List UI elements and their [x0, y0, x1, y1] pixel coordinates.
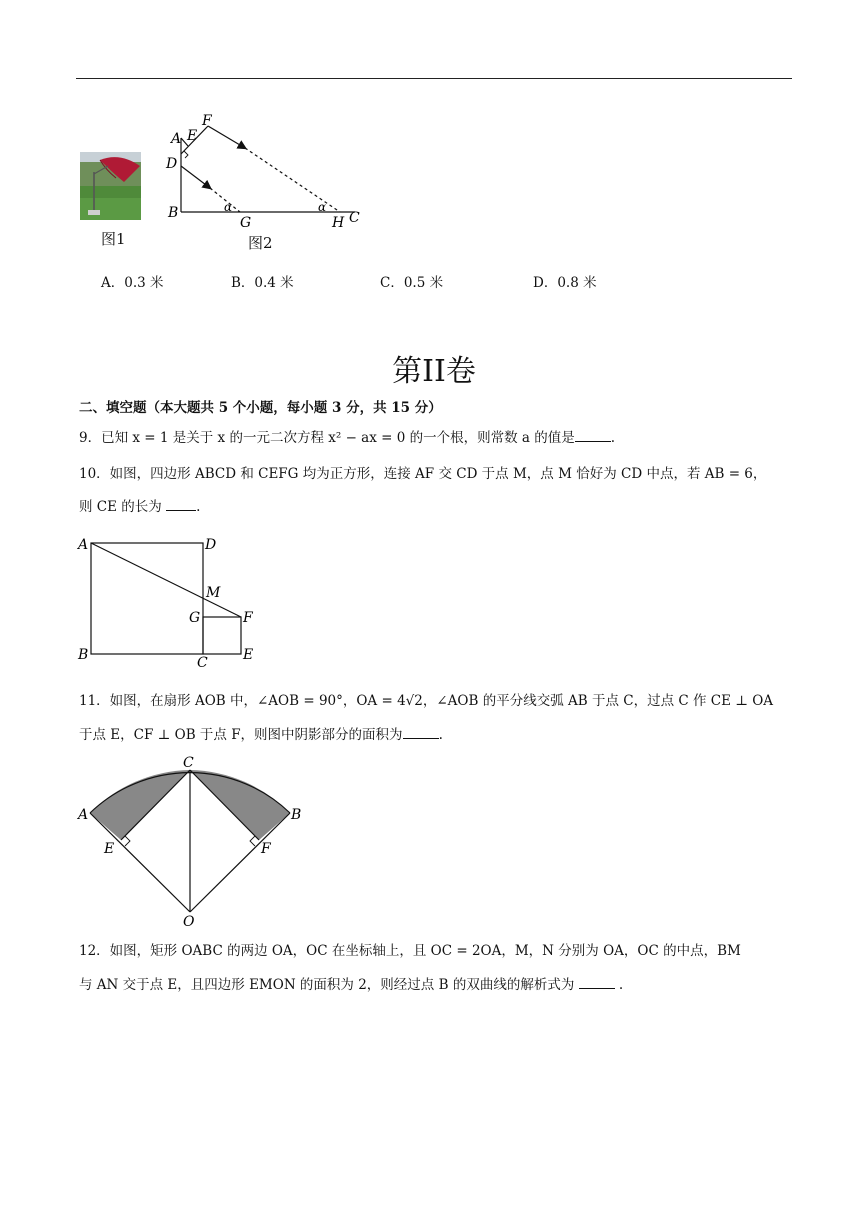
q10-line-af — [91, 543, 241, 617]
q11-diagram — [74, 752, 314, 932]
fig2-ray-F — [208, 126, 245, 148]
fig2-label-A: A — [171, 131, 182, 147]
question-9: 9．已知 x = 1 是关于 x 的一元二次方程 x² − ax = 0 的一个根，则常数 a 的值是 . — [79, 430, 616, 446]
option-a: A．0.3 米 — [101, 275, 164, 291]
question-11-line1: 11．如图，在扇形 AOB 中，∠AOB = 90°，OA = 4√2，∠AOB 的平分线交弧 AB 于点 C，过点 C 作 CE ⊥ OA — [79, 693, 774, 709]
fig2-ray-D — [181, 166, 210, 188]
fig2-label-D: D — [166, 156, 178, 172]
q11-label-C: C — [183, 755, 194, 771]
fig2-label-F: F — [202, 113, 212, 129]
volume-title: 第II卷 — [392, 354, 476, 389]
q11-label-A: A — [78, 807, 89, 823]
q10-diagram — [74, 533, 264, 671]
q10-label-C: C — [197, 655, 208, 671]
fig2-label-alpha-1: α — [224, 200, 233, 214]
question-10-line1: 10．如图，四边形 ABCD 和 CEFG 均为正方形，连接 AF 交 CD 于点 M，点 M 恰好为 CD 中点，若 AB = 6， — [79, 466, 767, 482]
question-12-line1: 12．如图，矩形 OABC 的两边 OA，OC 在坐标轴上，且 OC = 2OA，M，N 分别为 OA，OC 的中点，BM — [79, 943, 741, 959]
answer-blank-10 — [166, 498, 196, 511]
fig2-label-B: B — [168, 205, 179, 221]
fig2-label-C: C — [349, 210, 360, 226]
fig2-label-G: G — [240, 215, 252, 231]
header-rule — [76, 78, 792, 79]
fig2-diagram — [160, 108, 375, 233]
option-d: D．0.8 米 — [533, 275, 597, 291]
answer-blank-12 — [579, 976, 615, 989]
q10-square-abcd — [91, 543, 203, 654]
section-heading: 二、填空题（本大题共 5 个小题，每小题 3 分，共 15 分） — [79, 400, 442, 416]
q10-label-E: E — [243, 647, 254, 663]
q10-label-B: B — [78, 647, 89, 663]
option-b: B．0.4 米 — [231, 275, 294, 291]
umbrella-photo-image — [80, 152, 141, 220]
q11-label-E: E — [104, 841, 115, 857]
fig2-right-angle-mark — [184, 151, 188, 158]
q10-label-D: D — [205, 537, 217, 553]
q10-label-A: A — [78, 537, 89, 553]
fig2-label-E: E — [187, 128, 198, 144]
question-11-line2: 于点 E，CF ⊥ OB 于点 F，则图中阴影部分的面积为 . — [79, 727, 443, 743]
answer-blank-9 — [575, 429, 611, 442]
fig2-label-alpha-2: α — [318, 200, 327, 214]
q11-label-B: B — [291, 807, 302, 823]
answer-blank-11 — [403, 726, 439, 739]
question-12-line2: 与 AN 交于点 E，且四边形 EMON 的面积为 2，则经过点 B 的双曲线的解析式为 . — [79, 977, 624, 993]
q11-label-O: O — [183, 914, 195, 930]
q10-label-M: M — [206, 585, 221, 601]
question-10-line2: 则 CE 的长为 . — [79, 499, 201, 515]
fig2-caption: 图2 — [248, 234, 273, 252]
q10-label-G: G — [189, 610, 201, 626]
fig1-photo — [80, 152, 141, 220]
q11-label-F: F — [261, 841, 271, 857]
fig1-caption: 图1 — [101, 230, 126, 248]
option-c: C．0.5 米 — [380, 275, 444, 291]
q10-label-F: F — [243, 610, 253, 626]
fig2-label-H: H — [332, 215, 345, 231]
q10-square-cefg — [203, 617, 241, 654]
